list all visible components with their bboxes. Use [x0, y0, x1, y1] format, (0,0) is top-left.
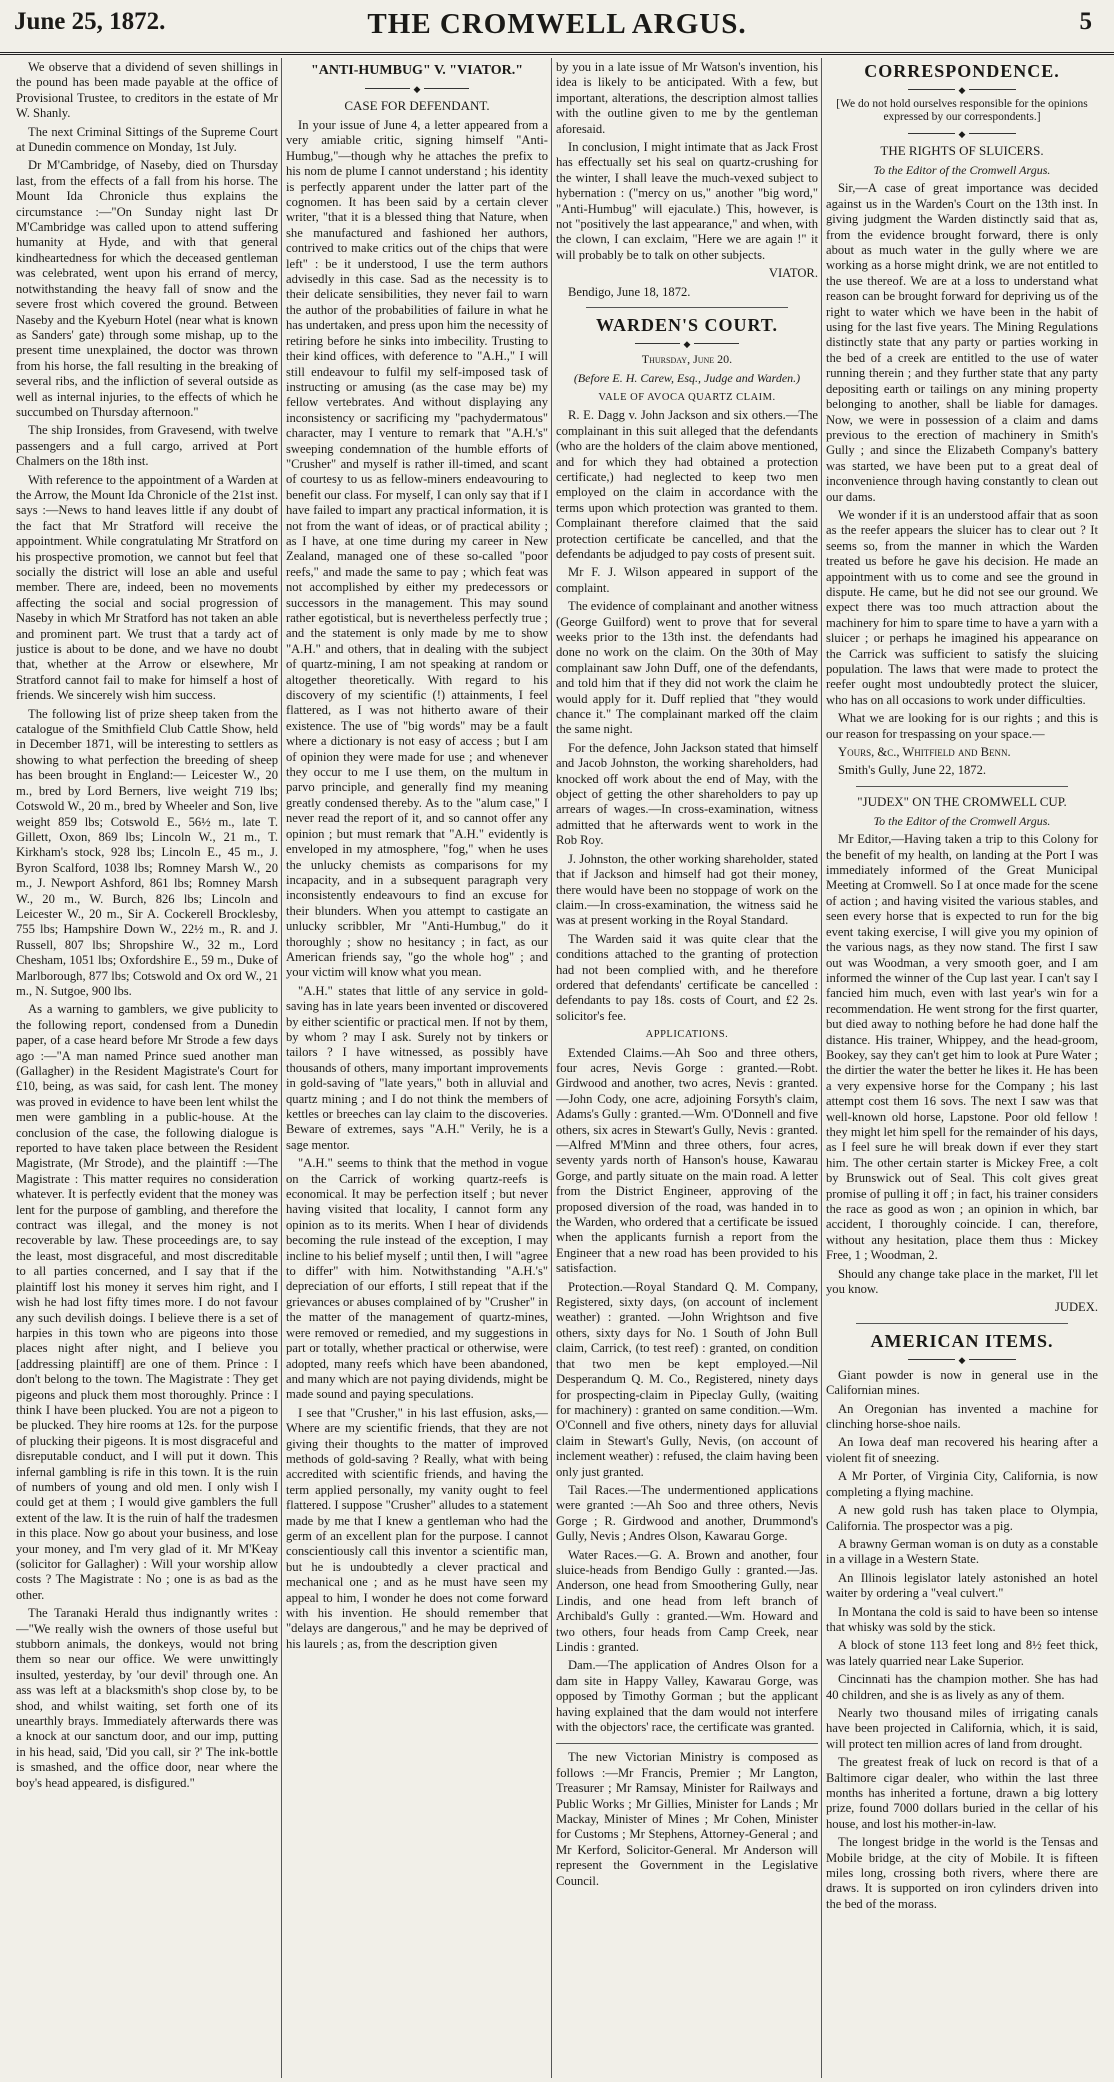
article-heading: "ANTI-HUMBUG" V. "VIATOR." — [310, 63, 524, 78]
news-paragraph-mccambridge: Dr M'Cambridge, of Naseby, died on Thursday last, from the effects of a fall from his horse. The Mount Ida Chronicle thus explains the circumstance :—"On Sunday night last Dr M'Cambridge was called upon to attend suffering humanity at Hyde, and with that general kindheartedness for which the deceased gentleman was celebrated, went upon his errand of mercy, notwithstanding the heavy fall of snow and the severe frost which covered the ground. Between Naseby and the Kyeburn Hotel (near what is known as Sanders' gate) through some mishap, up to the present time unexplained, the doctor was thrown from his horse, the fall resulting in the breaking of several ribs, and the infliction of several outside as well as internal injuries, to the effects of which he succumbed on Thursday afternoon." — [16, 158, 278, 419]
article-subheading: CASE FOR DEFENDANT. — [344, 98, 490, 113]
american-item: The greatest freak of luck on record is that of a Baltimore cigar dealer, who within the last three months has inherited a fortune, drawn a big lottery prize, found 7000 dollars buried in the cellar of his house, and lost his mother-in-law. — [826, 1755, 1098, 1831]
letter-title-sluicers: THE RIGHTS OF SLUICERS. — [880, 143, 1044, 158]
letter-paragraph: I see that "Crusher," in his last effusion, asks,—Where are my scientific friends, that they are not giving their thoughts to the matter of improved methods of gold-saving ? Really, what with being accredited with scientific friends, and having the term applied personally, my vanity ought to feel flattered. I suppose "Crusher" alludes to a statement made by me that I knew a gentleman who had the germ of an excellent plan for the purpose. I cannot conscientiously call this inventor a scientific man, but he is undoubtedly a clever practical and mechanical one ; and as he must have seen my appeal to him, I wonder he does not come forward with his invention. He should remember that "delays are dangerous," and he may be deprived of his laurels ; as, from the description given — [286, 1405, 548, 1651]
american-item: Cincinnati has the champion mother. She has had 40 children, and she is as lively as any of them. — [826, 1672, 1098, 1702]
applications-paragraph: Water Races.—G. A. Brown and another, four sluice-heads from Bendigo Gully : granted.—Jas. Anderson, one head from Smoothering Gully, near Lindis, and one head from left branch of Archibald's Gully : granted.—Wm. Howard and two others, four heads from Camp Creek, near Lindis : granted. — [556, 1547, 818, 1654]
american-item: A block of stone 113 feet long and 8½ feet thick, was lately quarried near Lake Superior. — [826, 1638, 1098, 1668]
news-paragraph-gamblers: As a warning to gamblers, we give publicity to the following report, condensed from a Dunedin paper, of a case heard before Mr Strode a few days ago :—"A man named Prince sued another man (Gallagher) in the Resident Magistrate's Court for £10, being, as was said, for cash lent. The money was proved in evidence to have been lent whilst the men were gambling in a public-house. At the conclusion of the case, the following dialogue is reported to have taken place between the Resident Magistrate, (Mr Strode), and the plaintiff :—The Magistrate : This matter requires no consideration whatever. It is perfectly evident that the money was lent for the purpose of gambling, and therefore the contract was illegal, and the money is not recoverable by law. These proceedings are, to say the least, most disgraceful, and most discreditable to all parties concerned, and I say that if the plaintiff lost his money it serves him right, and I wish he had lost fifty times more. I do not favour any such devilish doings. I believe there is a set of harpies in this town who are pigeons into those places night after night, and I believe you [addressing plaintiff] are one of them. Prince : I don't belong to the town. The Magistrate : They get pigeons and pluck them most thoroughly. Prince : I think I have been plucked. You are not a pigeon to be plucked. They hire rooms at 12s. for the purpose of plucking their pigeons. It is most disgraceful and disreputable conduct, and I will put it down. This infernal gambling is rife in this town. It is the ruin of numbers of young and old men. I only wish I could get at them ; I would give gamblers the full extent of the law. It is the ruin of half the tradesmen in this place. Now go about your business, and lose your money, and I'm very glad of it. Mr M'Keay (solicitor for Gallagher) : Will your worship allow costs ? The Magistrate : No ; one is as bad as the other. — [16, 1002, 278, 1602]
letter-paragraph: "A.H." seems to think that the method in vogue on the Carrick of working quartz-reefs is economical. It may be perfection itself ; but never having visited that locality, I cannot form any opinion as to its merits. When I hear of dividends becoming the rule instead of the exception, I may incline to his belief myself ; until then, I will "agree to differ" with him. Notwithstanding "A.H.'s" depreciation of our efforts, I still repeat that if the grievances or abuses complained of by "Crusher" in the matter of the management of quartz-mines, were removed or remedied, and my suggestions in part or totally, whether practical or otherwise, were adopted, many reefs which have been abandoned, and many which are not paying dividends, might be made sound and paying speculations. — [286, 1156, 548, 1402]
american-item: A Mr Porter, of Virginia City, California, is now completing a flying machine. — [826, 1469, 1098, 1499]
case-title: VALE OF AVOCA QUARTZ CLAIM. — [598, 391, 776, 403]
letter-signature: Yours, &c., Whitfield and Benn. — [838, 745, 1011, 760]
court-before: (Before E. H. Carew, Esq., Judge and Warden.) — [573, 370, 801, 385]
american-item: Giant powder is now in general use in the Californian mines. — [826, 1367, 1098, 1398]
letter-continuation: by you in a late issue of Mr Watson's invention, his idea is likely to be anticipated. With a few, but important, alterations, the description almost tallies with the outline given to me by the gentleman aforesaid. — [556, 60, 818, 136]
editorial-disclaimer: [We do not hold ourselves responsible for the opinions expressed by our correspondents.] — [836, 98, 1088, 123]
column-3-wardens-court — [556, 60, 818, 2078]
letter-paragraph: "A.H." states that little of any service in gold-saving has in late years been invented or discovered by either scientific or practical men. If not by them, by whom ? may I ask. Surely not by tinkers or tailors ? I have witnessed, as possibly have thousands of others, many important improvements in gold-saving of "late years," both in alluvial and quartz mining ; and I do not think the members of kettles or breeches can lay claim to the discoveries. Beware of extremes, says "A.H." Verily, he is a sage mentor. — [286, 983, 548, 1152]
news-paragraph-warden-arrow: With reference to the appointment of a Warden at the Arrow, the Mount Ida Chronicle of the 21st inst. says :—News to hand leaves little if any doubt of the fact that Mr Stratford will receive the appointment. While congratulating Mr Stratford on his prospective promotion, we cannot but feel that socially the district will lose an able and useful member. There are, indeed, been no movements affecting the social and social progression of Naseby in which Mr Stratford has not taken an able and prominent part. We trust that a tardy act of justice is about to be done, and we have no doubt that, whether at the Arrow or elsewhere, Mr Stratford cannot fail to make for himself a host of friends. We sincerely wish him success. — [16, 472, 278, 703]
applications-paragraph: Dam.—The application of Andres Olson for a dam site in Happy Valley, Kawarau Gorge, was opposed by Timothy Gorman ; but the applicant having explained that the dam would not interfere with the objectors' race, the certificate was granted. — [556, 1658, 818, 1735]
news-paragraph-taranaki-herald: The Taranaki Herald thus indignantly writes :—"We really wish the owners of those useful but stubborn animals, the donkeys, would not bring them so near our office. We were unwittingly insulted, yesterday, by 'our devil' through one. An ass was left at a blacksmith's shop close by, to be shod, and whilst waiting, set forth one of its unearthly brays. Immediately afterwards there was a knock at our sanctum door, and our imp, putting in his head, said, 'Did you call, sir ?' The ink-bottle is smashed, and the office door, near where the boy's head appeared, is disfigured." — [16, 1606, 278, 1790]
letter-salutation: To the Editor of the Cromwell Argus. — [873, 813, 1051, 828]
letter-signature: JUDEX. — [1054, 1300, 1098, 1315]
news-paragraph-ironsides: The ship Ironsides, from Gravesend, with twelve passengers and a full cargo, arrived at Port Chalmers on the 18th inst. — [16, 423, 278, 469]
court-paragraph: J. Johnston, the other working shareholder, stated that if Jackson and himself had got their money, there would have been no stoppage of work on the claim.—In cross-examination, the witness said he was at present working in the Royal Standard. — [556, 851, 818, 928]
court-date: Thursday, June 20. — [641, 352, 733, 367]
letter-paragraph: We wonder if it is an understood affair that as soon as the reefer appears the sluicer has to clear out ? It seems so, from the manner in which the Warden treated us before he gave his decision. He made an appointment with us to come and see the ground in dispute. He came, but he did not see our ground. We expect there was too much attraction about the machinery for him to spare time to have a yarn with a sluicer ; or perhaps he imagined his appearance on the Carrick was sufficient to satisfy the sluicing population. The laws that were made to protect the reefer ought most undoubtedly protect the sluicer, who has on all occasions to work under difficulties. — [826, 507, 1098, 707]
applications-heading: APPLICATIONS. — [645, 1029, 729, 1041]
letter-dateline: Bendigo, June 18, 1872. — [568, 284, 691, 299]
court-paragraph: For the defence, John Jackson stated that himself and Jacob Johnston, the working shareholders, had knocked off work about the end of May, with the object of getting the other shareholders to pay up arrears of wages.—In cross-examination, witness admitted that he afterwards went to work in the Rob Roy. — [556, 740, 818, 848]
court-paragraph: R. E. Dagg v. John Jackson and six others.—The complainant in this suit alleged that the defendants (who are the holders of the claim above mentioned, and for which they had obtained a protection certificate,) had neglected to keep two men employed on the claim in accordance with the terms upon which protection was granted to them. Complainant therefore claimed that the said protection certificate be cancelled, and that the defendants be adjudged to pay costs of present suit. — [556, 408, 818, 561]
american-item: An Iowa deaf man recovered his hearing after a violent fit of sneezing. — [826, 1435, 1098, 1465]
column-rule — [281, 58, 282, 2078]
ornament-divider: ◆ — [826, 128, 1098, 138]
letter-conclusion: In conclusion, I might intimate that as Jack Frost has effectually set his seal on quartz-crushing for the winter, I shall leave the much-vexed subject to hybernation : ("mercy on us," another "big word," "Anti-Humbug" will ejaculate.) This, however, is not "positively the last appearance," and when, with the clown, I can exclaim, "Here we are again !" it will probably be to talk on other subjects. — [556, 140, 818, 262]
column-1-local-news — [16, 60, 278, 2078]
section-heading-american-items: AMERICAN ITEMS. — [870, 1330, 1054, 1351]
column-rule — [551, 58, 552, 2078]
applications-paragraph: Extended Claims.—Ah Soo and three others, four acres, Nevis Gorge : granted.—Robt. Girdwood and another, two acres, Nevis : granted.—John Cody, one acre, adjoining Forsyth's claim, Adams's Gully : granted.—Wm. O'Donnell and five others, six acres in Stewart's Gully, Nevis : granted.—Alfred M'Minn and three others, four acres, seventy yards north of Hanson's house, Kawarau Gorge, and partly situate on the main road. A letter from the District Engineer, approving of the proposed diversion of the road, was handed in to the Warden, who ordered that a certificate be issued when the applicants furnish a report from the Engineer that a new road has been provided to his satisfaction. — [556, 1045, 818, 1276]
american-item: A brawny German woman is on duty as a constable in a village in a Western State. — [826, 1536, 1098, 1567]
section-separator — [856, 1323, 1068, 1324]
masthead — [0, 0, 1114, 55]
letter-signature: VIATOR. — [768, 266, 818, 281]
section-separator — [856, 786, 1068, 787]
american-item: The longest bridge in the world is the Tensas and Mobile bridge, at the city of Mobile. It is fifteen miles long, crossing both rivers, where there are draws. It is supported on iron cylinders driven into the bed of the morass. — [826, 1835, 1098, 1911]
news-paragraph-prize-sheep: The following list of prize sheep taken from the catalogue of the Smithfield Club Cattle Show, held in December 1871, will be interesting to settlers as showing to what perfection the breeding of sheep has been brought in England:— Leicester W., 20 m., bred by Lord Berners, live weight 719 lbs; Cotswold W., 20 m., bred by Wheeler and Son, live weight 859 lbs; Cotswold E., 56½ m., late T. Gillett, Oxon, 869 lbs; Lincoln W., 21 m., T. Kirkham's stock, 928 lbs; Lincoln E., 45 m., J. Byron Scalford, 1038 lbs; Romney Marsh W., 20 m., J. Newport Ashford, 861 lbs; Romney Marsh W., 20 m., W. Burch, 826 lbs; Lincoln and Leicester W., 20 m., Sir A. Cockerell Brocklesby, 755 lbs; Hampshire Down W., 22½ m., R. and J. Russell, 807 lbs; Shropshire W., 32 m., Lord Chesham, 1051 lbs; Oxfordshire E., 59 m., Duke of Marlborough, 877 lbs; Cotswold and Ox ord W., 21 m., N. Sutgoe, 900 lbs. — [16, 706, 278, 998]
section-heading-correspondence: CORRESPONDENCE. — [864, 61, 1060, 81]
american-item: In Montana the cold is said to have been so intense that whisky was sold by the stick. — [826, 1604, 1098, 1634]
american-item: A new gold rush has taken place to Olympia, California. The prospector was a pig. — [826, 1503, 1098, 1533]
section-heading-wardens-court: WARDEN'S COURT. — [595, 315, 779, 336]
court-paragraph: The evidence of complainant and another witness (George Guilford) went to prove that for several weeks prior to the 13th inst. the defendants had done no work on the claim. On the 30th of May complainant saw John Duff, one of the defendants, and told him that if they did not work the claim he would apply for it. Duff replied that "they would chance it." The complainant marked off the claim the same night. — [556, 599, 818, 737]
section-separator — [556, 1743, 818, 1744]
column-4-correspondence — [826, 60, 1098, 2078]
news-paragraph-victorian-ministry: The new Victorian Ministry is composed as follows :—Mr Francis, Premier ; Mr Langton, Treasurer ; Mr Ramsay, Minister for Railways and Public Works ; Mr Gillies, Minister for Lands ; Mr Mackay, Minister of Mines ; Mr Cohen, Minister for Customs ; Mr Stephens, Attorney-General ; and Mr Kerford, Solicitor-General. Mr Anderson will represent the Government in the Legislative Council. — [556, 1750, 818, 1888]
ornament-divider: ◆ — [826, 1354, 1098, 1364]
issue-date: June 25, 1872. — [14, 8, 166, 35]
letter-salutation: To the Editor of the Cromwell Argus. — [873, 163, 1051, 177]
column-rule — [821, 58, 822, 2078]
applications-paragraph: Tail Races.—The undermentioned applications were granted :—Ah Soo and three others, Nevis Gorge ; R. Girdwood and another, Drummond's Gully, Nevis ; Andres Olson, Kawarau Gorge. — [556, 1482, 818, 1544]
ornament-divider: ◆ — [826, 84, 1098, 94]
american-item: An Oregonian has invented a machine for clinching horse-shoe nails. — [826, 1401, 1098, 1432]
letter-dateline: Smith's Gully, June 22, 1872. — [838, 763, 987, 778]
american-item: An Illinois legislator lately astonished an hotel waiter by ordering a "veal culvert." — [826, 1570, 1098, 1601]
letter-title-judex: "JUDEX" ON THE CROMWELL CUP. — [857, 793, 1067, 809]
section-separator — [586, 307, 788, 308]
letter-paragraph: Mr Editor,—Having taken a trip to this Colony for the benefit of my health, on landing at the Port I was immediately informed of the Great Municipal Meeting at Cromwell. So I at once made for the scene of action ; and having visited the various stables, and seen every horse that is expected to run for the big event taking exercise, I will give you my opinion of the various nags, as they now stand. The first I saw out was Woodman, a very smooth goer, and I am informed the winner of the Cup last year. I can't say I fancied him much, even with last year's win for a recommendation. He went strong for the first quarter, but died away to nothing before he had done half the distance. His trainer, Whippey, and the head-groom, Bookey, say they can't get him to look at Pure Water ; the dirtier the water the better he likes it. He has been a very expensive horse for the Company ; his last attempt cost them 16 sovs. The next I saw was that well-known old horse, Lapstone. Poor old fellow ! they might let him spell for the remainder of his days, as I feel sure he will break down if ever they start him. The other certain starter is Mickey Free, a colt by Brunswick out of Seal. This colt gives great promise of pulling it off ; in fact, his trainer considers the race as good as won ; an opinion in which, bar accident, I thoroughly coincide. I can, therefore, without any hesitation, place them thus : Mickey Free, 1 ; Woodman, 2. — [826, 832, 1098, 1263]
letter-paragraph: What we are looking for is our rights ; and this is our reason for trespassing on your space.— — [826, 711, 1098, 741]
american-item: Nearly two thousand miles of irrigating canals have been projected in California, which, it is said, will protect ten million acres of land from drought. — [826, 1705, 1098, 1751]
court-paragraph: The Warden said it was quite clear that the conditions attached to the granting of protection had not been complied with, and he therefore ordered that defendants' certificate be cancelled : defendants to pay 18s. costs of Court, and £2 2s. solicitor's fee. — [556, 931, 818, 1023]
news-paragraph-criminal-sittings: The next Criminal Sittings of the Supreme Court at Dunedin commence on Monday, 1st July. — [16, 124, 278, 155]
page-number: 5 — [1079, 8, 1092, 35]
news-paragraph-dividend: We observe that a dividend of seven shillings in the pound has been made payable at the office of Provisional Trustee, to creditors in the estate of Mr W. Shanly. — [16, 60, 278, 121]
letter-paragraph: In your issue of June 4, a letter appeared from a very amiable critic, signing himself "Anti-Humbug,"—though why he attaches the prefix to his nom de plume I cannot understand ; his identity is perfectly apparent under the latter part of the cognomen. It has been said by a certain clever writer, "that it is a blessed thing that Nature, when she manufactured and fashioned her authors, contrived to make critics out of the chips that were left" : be it understood, I use the term authors advisedly in this case. Sad as the necessity is to their delicate sensibilities, they never fail to warn the author of the probabilities of failure in what he has undertaken, and press upon him the necessity of retiring before he sinks into imbecility. Trusting to their kind offices, with deference to "A.H.," I will still endeavour to fulfil my self-imposed task of instructing or amusing (as the case may be) my fellow vertebrates. And without displaying any inconsistency or sacrificing my "pachydermatous" character, may I venture to remark that "A.H.'s" sweeping condemnation of the humble efforts of "Crusher" and myself is rather ill-timed, and scant of courtesy to us as fellow-miners endeavouring to benefit our class. For myself, I can only say that if I have failed to impart any practical information, it is not from the want of ideas, or of practical ability ; as I have, at one time during my career in New Zealand, managed one of these so-called "poor reefs," and made the same to pay ; which feat was not accomplished by either my predecessors or successors in the management. This may sound rather egotistical, but is nevertheless perfectly true ; and the statement is only made by me to show "A.H." and others, that in dealing with the subject of quartz-mining, I am not speaking at random or altogether theoretically. With regard to his discovery of my scientific (!) attainments, I feel flattered, as I was not hitherto aware of their existence. The use of "big words" may be a fault where a dictionary is not easy of access ; but I am of opinion they were made for use ; and whenever they occur to me I use them, on the multum in parvo principle, and generally find my meaning greatly condensed thereby. As to the "alum case," I never read the report of it, and so cannot offer any opinion ; but must remark that "A.H." evidently is enveloped in my atmosphere, "fog," when he uses the unlucky chemists as comparisons for my incapacity, and in a subsequent paragraph very inconsistently endeavours to find an excuse for their blunders. When you attempt to castigate an unlucky scribbler, Mr "Anti-Humbug," do it thoroughly ; show no hesitancy ; in fact, as our American friends say, "go the whole hog" ; and your victim will know what you mean. — [286, 118, 548, 980]
applications-paragraph: Protection.—Royal Standard Q. M. Company, Registered, sixty days, (on account of inclement weather) : granted. —John Wrightson and five others, sixty days for No. 1 South of John Bull claim, Carrick, (to test reef) : granted, on condition that two men be kept employed.—Nil Desperandum Q. M. Co., Registered, ninety days for prospecting-claim in Pipeclay Gully, (waiting for machinery) : granted on same condition.—Wm. O'Connell and five others, ninety days for alluvial claim in Stewart's Gully, Nevis, (on account of inclement weather) : refused, the claim having been only just granted. — [556, 1279, 818, 1479]
court-paragraph: Mr F. J. Wilson appeared in support of the complaint. — [556, 565, 818, 595]
ornament-divider: ◆ — [556, 338, 818, 348]
ornament-divider: ◆ — [286, 83, 548, 93]
letter-paragraph: Sir,—A case of great importance was decided against us in the Warden's Court on the 13th inst. In giving judgment the Warden distinctly said that as, from the evidence brought forward, there is only about as much water in the gully where we are working as a horse might drink, we are not entitled to the use thereof. We are at a loss to understand what reason can be brought forward for depriving us of the right to water which we have been in the habit of using for the last five years. The Mining Regulations distinctly state that any party or parties working in the bed of a creek are entitled to the use of water running therein ; and they further state that any party depositing earth or tailings on any mining property belonging to another, shall be liable for damages. Now, we were in possession of a claim and dams previous to the erection of machinery in Smith's Gully ; and since the Elizabeth Company's battery was started, we have been put to a great deal of inconvenience through having constantly to clean out our dams. — [826, 181, 1098, 504]
newspaper-title: THE CROMWELL ARGUS. — [367, 8, 747, 40]
column-2-letter — [286, 60, 548, 2078]
letter-paragraph: Should any change take place in the market, I'll let you know. — [826, 1266, 1098, 1297]
